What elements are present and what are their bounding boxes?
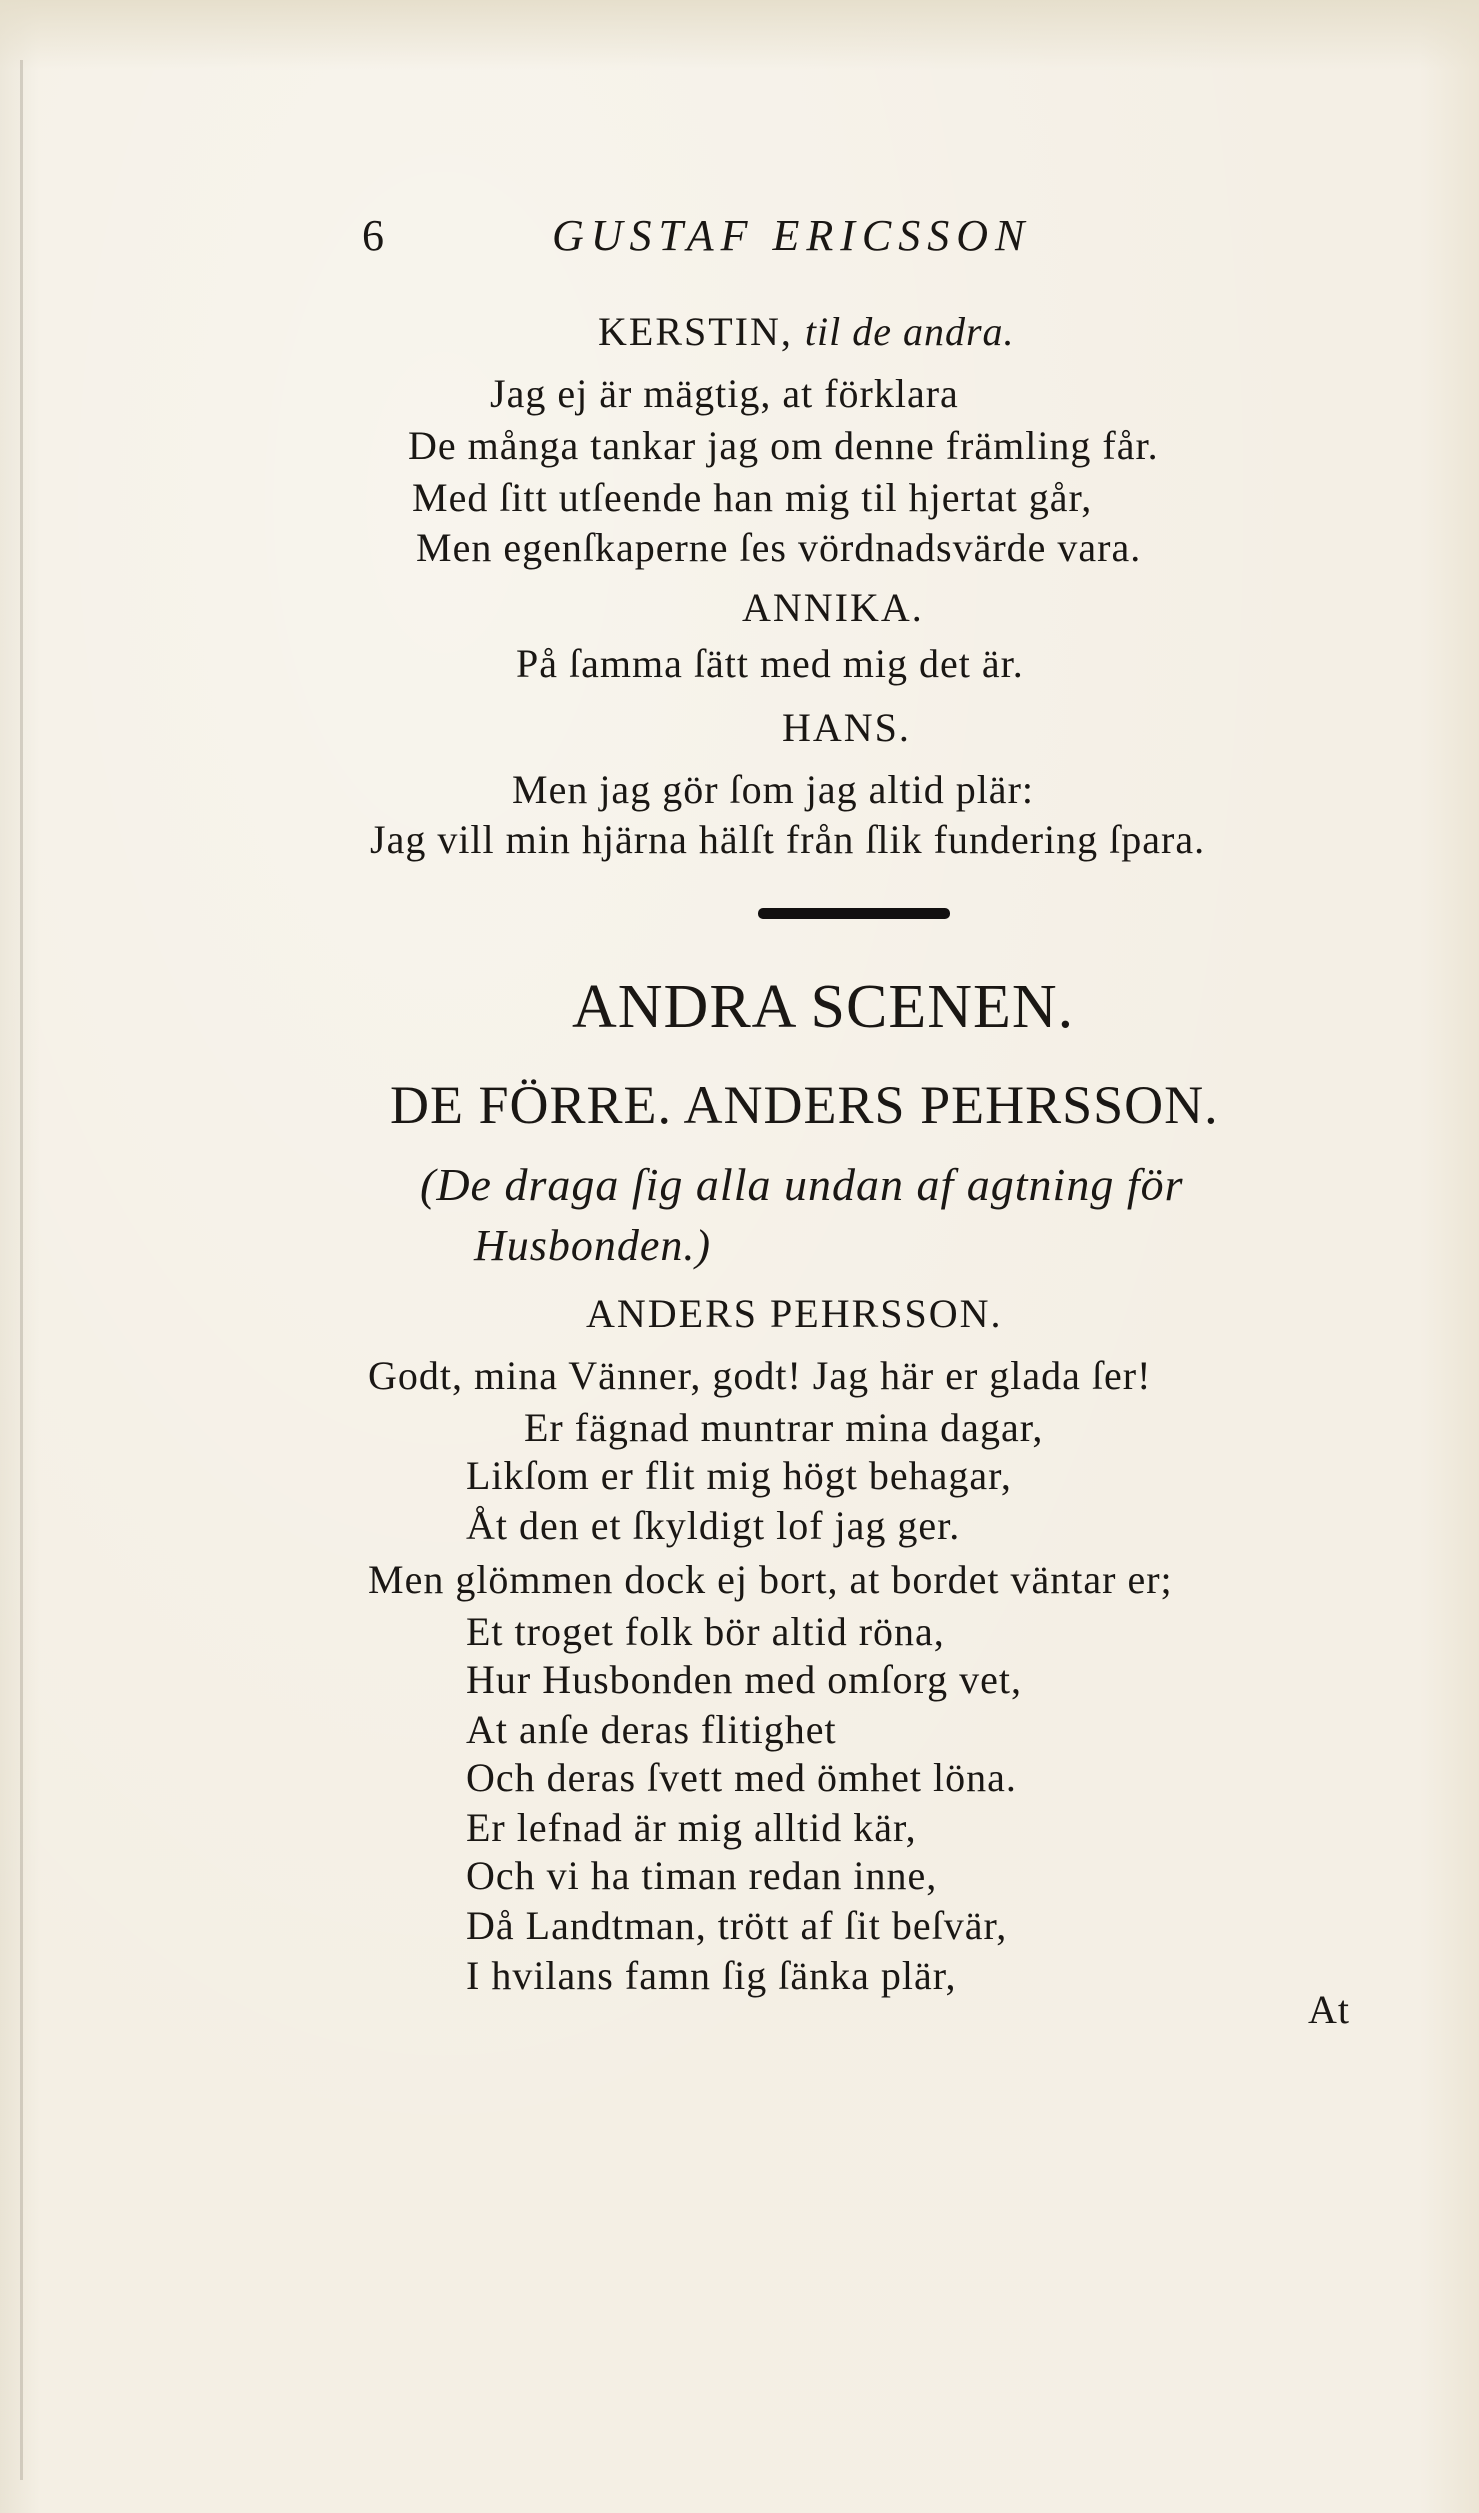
verse-line: Med ſitt utſeende han mig til hjertat går, xyxy=(412,475,1093,520)
verse-line: Då Landtman, trött af ſit beſvär, xyxy=(466,1903,1008,1948)
stage-direction: til de andra. xyxy=(804,309,1015,354)
verse-line: Och deras ſvett med ömhet löna. xyxy=(466,1755,1017,1800)
page-top-edge xyxy=(0,0,1479,70)
scene-characters: DE FÖRRE. ANDERS PEHRSSON. xyxy=(390,1075,1219,1135)
speaker-name: KERSTIN, xyxy=(598,309,793,354)
verse-line: At anſe deras flitighet xyxy=(466,1707,837,1752)
verse-line: Och vi ha timan redan inne, xyxy=(466,1853,938,1898)
page-fold-line xyxy=(20,60,23,2480)
verse-line: På ſamma ſätt med mig det är. xyxy=(516,641,1024,686)
verse-line: I hvilans famn ſig ſänka plär, xyxy=(466,1953,957,1998)
stage-direction: (De draga ſig alla undan af agtning för xyxy=(420,1159,1184,1210)
verse-line: Åt den et ſkyldigt lof jag ger. xyxy=(466,1503,961,1548)
verse-line: Likſom er flit mig högt behagar, xyxy=(466,1453,1012,1498)
verse-line: Hur Husbonden med omſorg vet, xyxy=(466,1657,1022,1702)
verse-line: Et troget folk bör altid röna, xyxy=(466,1609,945,1654)
verse-line: Men egenſkaperne ſes vördnadsvärde vara. xyxy=(416,525,1142,570)
scene-divider-rule xyxy=(758,908,950,919)
verse-line: Men jag gör ſom jag altid plär: xyxy=(512,767,1034,812)
scene-heading: ANDRA SCENEN. xyxy=(572,973,1075,1041)
verse-line: Godt, mina Vänner, godt! Jag här er glada ſer! xyxy=(368,1353,1152,1398)
speaker-annika: ANNIKA. xyxy=(742,585,924,630)
verse-line: Er lefnad är mig alltid kär, xyxy=(466,1805,917,1850)
stage-direction: Husbonden.) xyxy=(474,1221,712,1270)
speaker-anders-pehrsson: ANDERS PEHRSSON. xyxy=(586,1291,1003,1336)
page-number: 6 xyxy=(362,211,385,260)
catchword: At xyxy=(1308,1987,1350,2032)
verse-line: Er fägnad muntrar mina dagar, xyxy=(524,1405,1044,1450)
running-title: GUSTAF ERICSSON xyxy=(552,211,1032,260)
verse-line: De många tankar jag om denne främling får. xyxy=(408,423,1159,468)
verse-line: Jag ej är mägtig, at förklara xyxy=(490,371,959,416)
speaker-hans: HANS. xyxy=(782,705,911,750)
speaker-kerstin xyxy=(598,308,1015,355)
verse-line: Jag vill min hjärna hälſt från ſlik fundering ſpara. xyxy=(370,817,1206,862)
verse-line: Men glömmen dock ej bort, at bordet väntar er; xyxy=(368,1557,1173,1602)
